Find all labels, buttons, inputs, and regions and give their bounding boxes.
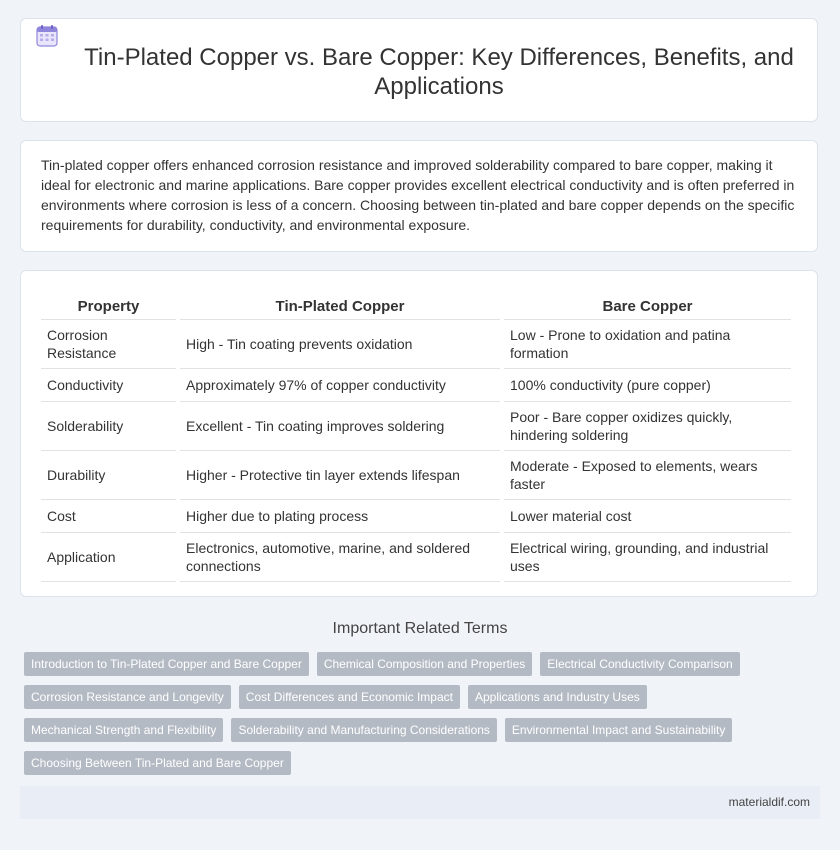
table-row bbox=[41, 320, 791, 369]
column-header-bare: Bare Copper bbox=[504, 293, 791, 320]
related-terms-list bbox=[24, 652, 814, 775]
table-row bbox=[41, 369, 791, 402]
related-term-tag[interactable]: Environmental Impact and Sustainability bbox=[505, 718, 732, 742]
table-cell: Low - Prone to oxidation and patina formation bbox=[504, 320, 791, 369]
footer-site-link[interactable]: materialdif.com bbox=[728, 795, 810, 809]
column-header-tin-plated: Tin-Plated Copper bbox=[180, 293, 500, 320]
calendar-icon bbox=[35, 24, 59, 48]
related-term-tag[interactable]: Choosing Between Tin-Plated and Bare Copper bbox=[24, 751, 291, 775]
table-cell: Excellent - Tin coating improves soldering bbox=[180, 402, 500, 451]
comparison-table bbox=[37, 293, 795, 582]
table-row bbox=[41, 402, 791, 451]
table-header-row bbox=[41, 293, 791, 320]
table-cell: Conductivity bbox=[41, 369, 176, 402]
table-cell: Electrical wiring, grounding, and industrial uses bbox=[504, 533, 791, 582]
table-row bbox=[41, 533, 791, 582]
table-cell: High - Tin coating prevents oxidation bbox=[180, 320, 500, 369]
related-term-tag[interactable]: Mechanical Strength and Flexibility bbox=[24, 718, 223, 742]
column-header-property: Property bbox=[41, 293, 176, 320]
table-cell: Moderate - Exposed to elements, wears faster bbox=[504, 451, 791, 500]
table-cell: Higher due to plating process bbox=[180, 500, 500, 533]
page-title-row bbox=[61, 43, 797, 101]
related-term-tag[interactable]: Applications and Industry Uses bbox=[468, 685, 647, 709]
related-term-tag[interactable]: Introduction to Tin-Plated Copper and Bare Copper bbox=[24, 652, 309, 676]
table-row bbox=[41, 500, 791, 533]
table-cell: 100% conductivity (pure copper) bbox=[504, 369, 791, 402]
table-cell: Lower material cost bbox=[504, 500, 791, 533]
table-cell: Cost bbox=[41, 500, 176, 533]
table-cell: Corrosion Resistance bbox=[41, 320, 176, 369]
comparison-table-card bbox=[20, 270, 818, 597]
intro-card bbox=[20, 140, 818, 252]
related-term-tag[interactable]: Corrosion Resistance and Longevity bbox=[24, 685, 231, 709]
table-cell: Solderability bbox=[41, 402, 176, 451]
table-cell: Poor - Bare copper oxidizes quickly, hindering soldering bbox=[504, 402, 791, 451]
intro-paragraph: Tin-plated copper offers enhanced corrosion resistance and improved solderability compared to bare copper, making it ideal for electronic and marine applications. Bare copper provides excellent electrical conductivity and is often preferred in environments where corrosion is less of a concern. Choosing between tin-plated and bare copper depends on the specific requirements for durability, conductivity, and environmental exposure. bbox=[41, 157, 795, 233]
table-cell: Higher - Protective tin layer extends lifespan bbox=[180, 451, 500, 500]
related-term-tag[interactable]: Solderability and Manufacturing Considerations bbox=[231, 718, 496, 742]
table-cell: Approximately 97% of copper conductivity bbox=[180, 369, 500, 402]
header-card bbox=[20, 18, 818, 122]
related-term-tag[interactable]: Chemical Composition and Properties bbox=[317, 652, 532, 676]
table-cell: Durability bbox=[41, 451, 176, 500]
table-row bbox=[41, 451, 791, 500]
table-cell: Electronics, automotive, marine, and soldered connections bbox=[180, 533, 500, 582]
table-cell: Application bbox=[41, 533, 176, 582]
page-title: Tin-Plated Copper vs. Bare Copper: Key Differences, Benefits, and Applications bbox=[84, 44, 794, 100]
related-term-tag[interactable]: Cost Differences and Economic Impact bbox=[239, 685, 460, 709]
related-terms-title: Important Related Terms bbox=[332, 620, 508, 637]
related-term-tag[interactable]: Electrical Conductivity Comparison bbox=[540, 652, 739, 676]
footer bbox=[20, 786, 820, 819]
